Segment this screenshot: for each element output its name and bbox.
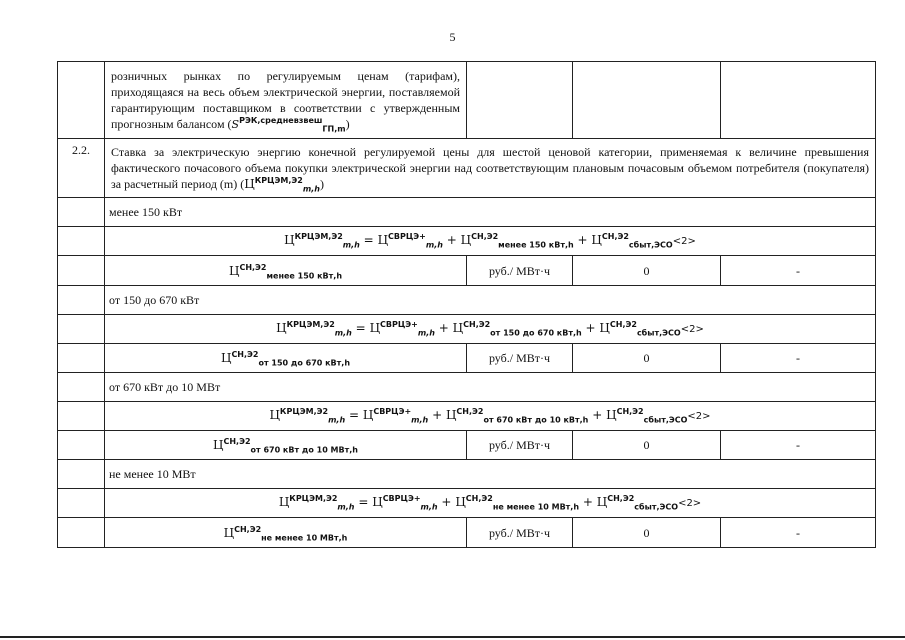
group-heading: от 670 кВт до 10 МВт: [105, 373, 876, 402]
group-heading: не менее 10 МВт: [105, 460, 876, 489]
value-row: [58, 344, 876, 373]
value-row: [58, 518, 876, 548]
table-row: [58, 139, 876, 198]
value-cell: 0: [573, 431, 721, 460]
group-heading-row: [58, 198, 876, 227]
page-number: 5: [449, 30, 456, 44]
unit-cell: руб./ МВт·ч: [467, 431, 573, 460]
top-row-text: розничных рынках по регулируемым ценам (тарифам), приходящаяся на весь объем электрической энергии, поставляемой гарантирующим поставщиком в соответствии с утвержденным прогнозным балансом $(S^{РЭК,средневзвеш}_{ГП,m})$: [105, 62, 467, 139]
component-symbol: $Ц^{СН,Э2}_{от 150 до 670 кВт,h}$: [105, 344, 467, 373]
note-cell: -: [721, 256, 876, 286]
group-heading: менее 150 кВт: [105, 198, 876, 227]
value-row: [58, 431, 876, 460]
note-cell: -: [721, 431, 876, 460]
tariff-table: [57, 61, 875, 548]
group-heading-row: [58, 286, 876, 315]
component-symbol: $Ц^{СН,Э2}_{не менее 10 МВт,h}$: [105, 518, 467, 548]
note-cell: -: [721, 518, 876, 548]
price-formula: $Ц^{КРЦЭМ,Э2}_{m,h} = Ц^{СВРЦЭ+}_{m,h} + Ц^{СН,Э2}_{от 150 до 670 кВт,h} + Ц^{СН,Э2}_{сбыт,ЭСО}<2>$: [105, 315, 876, 344]
unit-cell: руб./ МВт·ч: [467, 256, 573, 286]
formula-row: [58, 227, 876, 256]
note-cell: -: [721, 344, 876, 373]
unit-cell: руб./ МВт·ч: [467, 344, 573, 373]
group-heading: от 150 до 670 кВт: [105, 286, 876, 315]
unit-cell: руб./ МВт·ч: [467, 518, 573, 548]
value-cell: 0: [573, 344, 721, 373]
page-bottom-rule: [0, 636, 905, 638]
value-row: [58, 256, 876, 286]
group-heading-row: [58, 460, 876, 489]
item-title: Ставка за электрическую энергию конечной регулируемой цены для шестой ценовой категории, применяемая к величине превышения фактического почасового объема покупки электрической энергии над соответствующим плановым почасовым объемом потребителя (покупателя) за расчетный период (m) $(Ц^{КРЦЭМ,Э2}_{m,h})$: [105, 139, 876, 198]
value-cell: 0: [573, 256, 721, 286]
formula-row: [58, 489, 876, 518]
component-symbol: $Ц^{СН,Э2}_{менее 150 кВт,h}$: [105, 256, 467, 286]
table-row: [58, 62, 876, 139]
price-formula: $Ц^{КРЦЭМ,Э2}_{m,h} = Ц^{СВРЦЭ+}_{m,h} + Ц^{СН,Э2}_{не менее 10 МВт,h} + Ц^{СН,Э2}_{сбыт,ЭСО}<2>$: [105, 489, 876, 518]
formula-row: [58, 402, 876, 431]
item-number: 2.2.: [58, 139, 105, 198]
number-cell: [58, 62, 105, 139]
group-heading-row: [58, 373, 876, 402]
price-formula: $Ц^{КРЦЭМ,Э2}_{m,h} = Ц^{СВРЦЭ+}_{m,h} + Ц^{СН,Э2}_{от 670 кВт до 10 кВт,h} + Ц^{СН,Э2}_{сбыт,ЭСО}<2>$: [105, 402, 876, 431]
formula-row: [58, 315, 876, 344]
price-formula: $Ц^{КРЦЭМ,Э2}_{m,h} = Ц^{СВРЦЭ+}_{m,h} + Ц^{СН,Э2}_{менее 150 кВт,h} + Ц^{СН,Э2}_{сбыт,ЭСО}<2>$: [105, 227, 876, 256]
value-cell: 0: [573, 518, 721, 548]
component-symbol: $Ц^{СН,Э2}_{от 670 кВт до 10 МВт,h}$: [105, 431, 467, 460]
